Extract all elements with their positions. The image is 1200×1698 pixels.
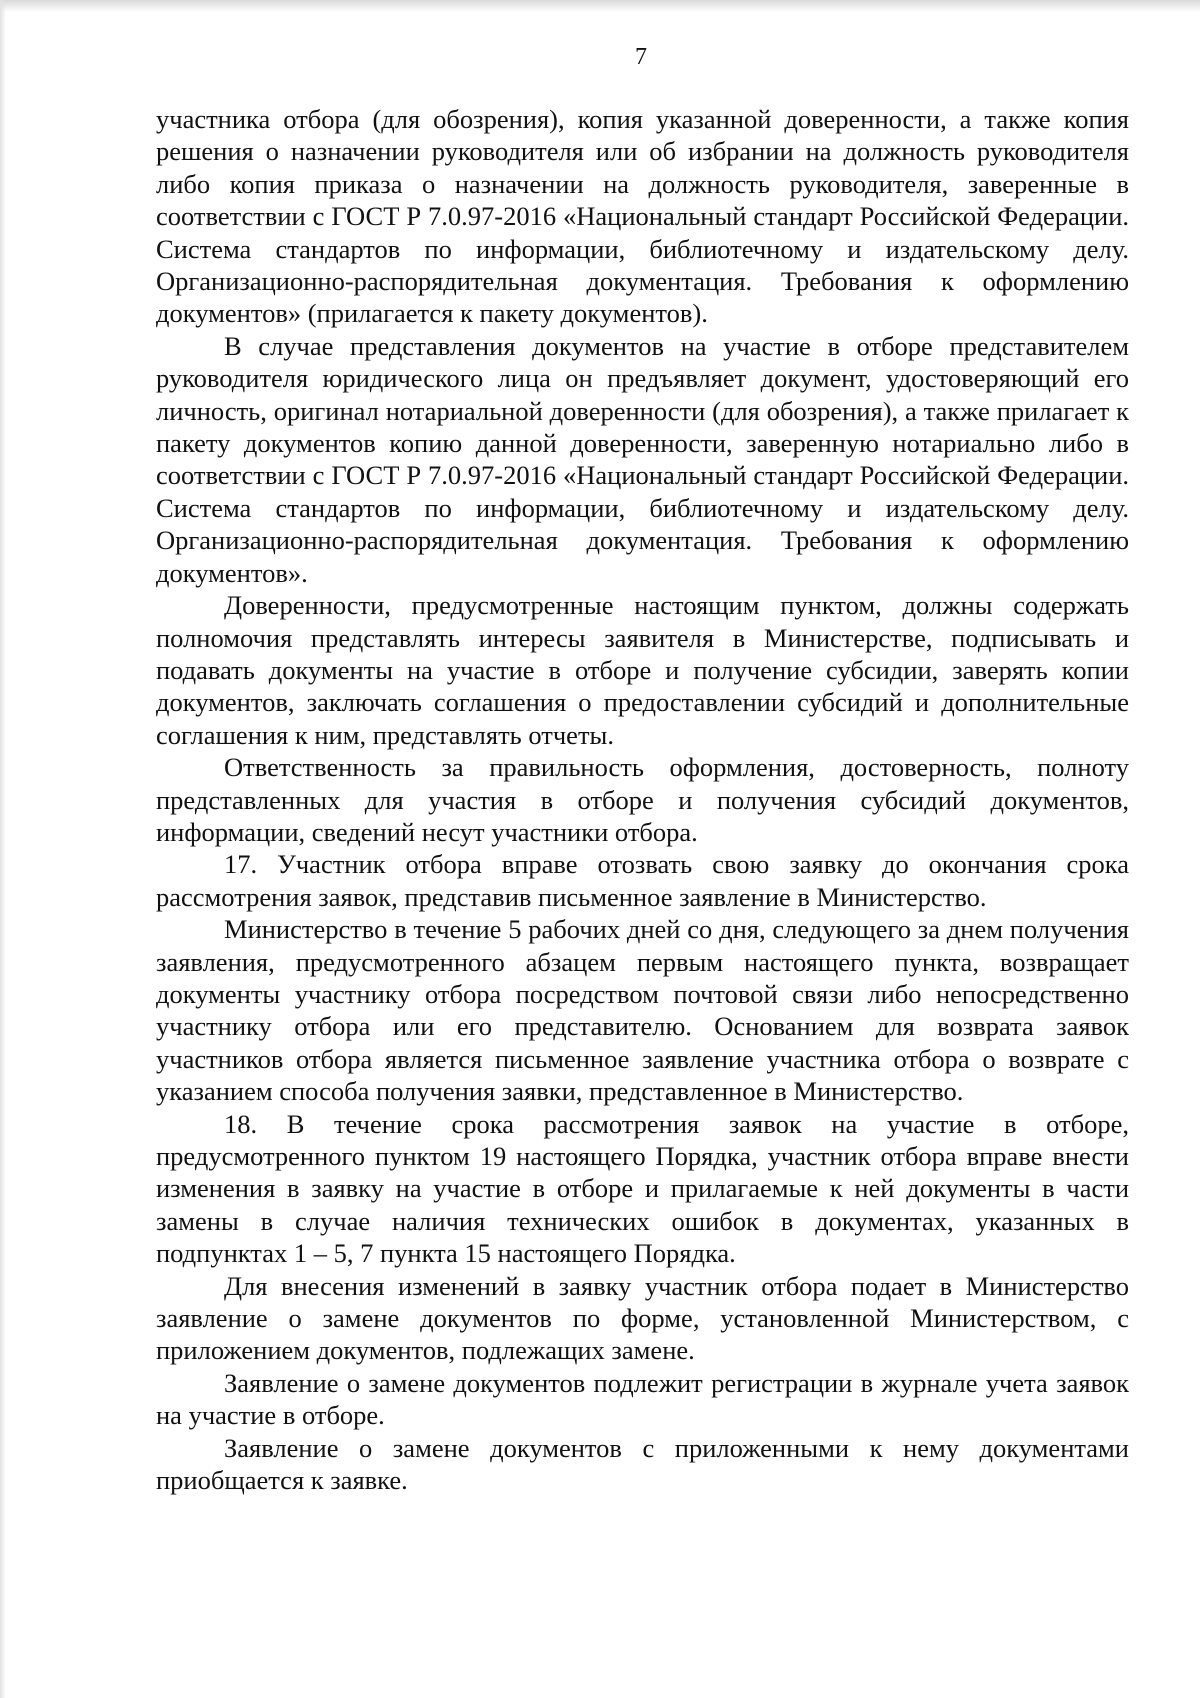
paragraph-changes-application: Для внесения изменений в заявку участник отбора подает в Министерство заявление о замене документов по форме, установленной Министерством, с приложением документов, подлежащих замене. <box>156 1270 1129 1366</box>
page-number: 7 <box>635 44 647 70</box>
paragraph-item-17: 17. Участник отбора вправе отозвать свою заявку до окончания срока рассмотрения заявок, представив письменное заявление в Министерство. <box>156 849 1129 912</box>
paragraph-responsibility: Ответственность за правильность оформления, достоверность, полноту представленных для участия в отборе и получения субсидий документов, информации, сведений несут участники отбора. <box>156 752 1129 847</box>
scan-edge-top <box>0 0 1200 12</box>
paragraph-ministry-return: Министерство в течение 5 рабочих дней со дня, следующего за днем получения заявления, предусмотренного абзацем первым настоящего пункта, возвращает документы участнику отбора посредством почтовой связи либо непосредственно участнику отбора или его представителю. Основанием для возврата заявок участников отбора является письменное заявление участника отбора о возврате с указанием способа получения заявки, представленное в Министерство. <box>156 914 1129 1107</box>
paragraph-power-of-attorney: Доверенности, предусмотренные настоящим пунктом, должны содержать полномочия представлять интересы заявителя в Министерстве, подписывать и подавать документы на участие в отборе и получение субсидии, заверять копии документов, заключать соглашения о предоставлении субсидий и дополнительные соглашения к ним, представлять отчеты. <box>156 590 1129 750</box>
scan-edge-left <box>0 0 6 1698</box>
paragraph-continuation: участника отбора (для обозрения), копия указанной доверенности, а также копия решения о назначении руководителя или об избрании на должность руководителя либо копия приказа о назначении на должность руководителя, заверенные в соответствии с ГОСТ Р 7.0.97-2016 «Национальный стандарт Российской Федерации. Система стандартов по информации, библиотечному и издательскому делу. Организационно-распорядительная документация. Требования к оформлению документов» (прилагается к пакету документов). <box>156 104 1129 329</box>
paragraph-registration: Заявление о замене документов подлежит регистрации в журнале учета заявок на участие в отборе. <box>156 1367 1129 1431</box>
paragraph-item-18: 18. В течение срока рассмотрения заявок на участие в отборе, предусмотренного пунктом 19 настоящего Порядка, участник отбора вправе внести изменения в заявку на участие в отборе и прилагаемые к ней документы в части замены в случае наличия технических ошибок в документах, указанных в подпунктах 1 – 5, 7 пункта 15 настоящего Порядка. <box>156 1108 1129 1269</box>
paragraph-attachment: Заявление о замене документов с приложенными к нему документами приобщается к заявке. <box>156 1432 1129 1496</box>
paragraph-representative-documents: В случае представления документов на участие в отборе представителем руководителя юридического лица он предъявляет документ, удостоверяющий его личность, оригинал нотариальной доверенности (для обозрения), а также прилагает к пакету документов копию данной доверенности, заверенную нотариально либо в соответствии с ГОСТ Р 7.0.97-2016 «Национальный стандарт Российской Федерации. Система стандартов по информации, библиотечному и издательскому делу. Организационно-распорядительная документация. Требования к оформлению документов». <box>156 330 1129 588</box>
document-body <box>156 103 1129 1496</box>
